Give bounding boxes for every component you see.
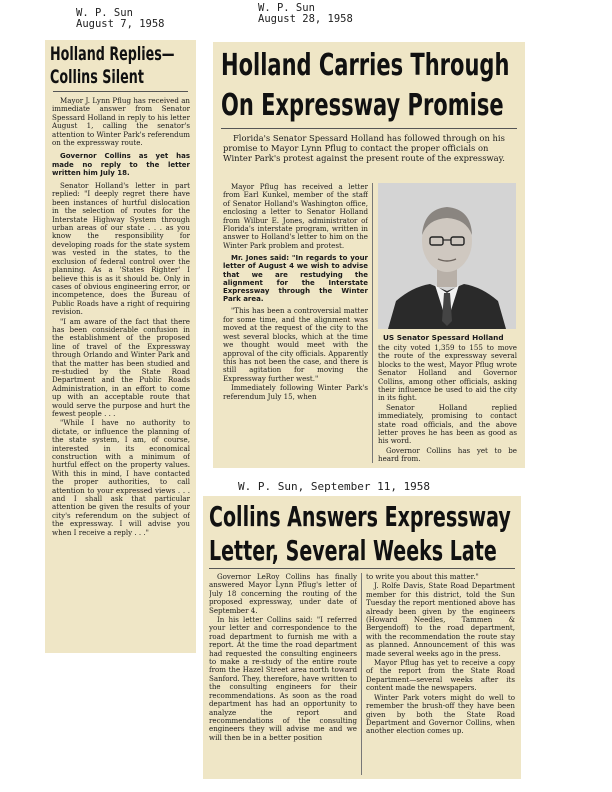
clip2-lead-paragraph: Florida's Senator Spessard Holland has followed through on his promise to Mayor Lynn Pflug to contact the proper officials on Winter Park's protest against the present route of the expressway. [223, 134, 505, 163]
clip3-column-1 [209, 573, 357, 777]
clip3-col2-paragraph: to write you about this matter." [366, 573, 479, 581]
clip2-headline-rule [221, 128, 517, 129]
clip1-date-stamp-date: August 7, 1958 [76, 18, 165, 30]
clip1-body [52, 97, 190, 647]
clip2-col2-paragraph: Senator Holland replied immediately, promising to contact state road officials, and the above letter proves he has been as good as his word. [378, 402, 517, 446]
clip1-paragraph: Senator Holland's letter in part replied: "I deeply regret there have been instances of hurtful dislocation in the selection of routes for the Interstate Highway System through urban areas of our state . . . as you know the responsibility for developing roads for the state system was vested in the states, to the exclusion of federal control over the planning. As a 'States Righter' I believe this is as it should be. Only in cases of obvious engineering error, or incompetence, does the Bureau of Public Roads have a right of requiring revision. [52, 181, 190, 317]
senator-portrait-image [378, 183, 516, 329]
clip2-column-divider [372, 183, 373, 463]
clip2-column-2 [378, 344, 517, 466]
clip2-col2-paragraph: Governor Collins has yet to be heard from. [378, 445, 517, 464]
clip3-col2-paragraph: J. Rolfe Davis, State Road Department member for this district, told the Sun Tuesday the report mentioned above has already been given by the engineers (Howard Needles, Tammen & Bergendoff) to the road department, with the recommendation the route stay as planned. Announcement of this was made several weeks ago in the press. [366, 581, 515, 658]
photo-caption: US Senator Spessard Holland [383, 333, 504, 342]
clip1-date-stamp-name: W. P. Sun [76, 7, 133, 19]
clip1-paragraph: "I am aware of the fact that there has been considerable confusion in the establishment of the proposed line of travel of the Expressway through Orlando and Winter Park and that the matter has been studied and re-studied by the State Road Department and the Public Roads Administration, in an effort to come up with an acceptable route that would serve the purpose and hurt the fewest people . . . [52, 316, 190, 419]
clip2-col1-paragraph: "This has been a controversial matter for some time, and the alignment was moved at the request of the city to the west several blocks, which at the time we thought would meet with the approval of the city officials. Apparently this has not been the case, and there is still agitation for moving the Expressway further west." [223, 306, 368, 383]
clip3-col1-paragraph: In his letter Collins said: "I referred your letter and correspondence to the road department to furnish me with a report. At the time the road department had requested the consulting engineers to make a re-study of the entire route from the Hazel Street area north toward Sanford. They, therefore, have written to the consulting engineers for their recommendations. As soon as the road department has had an opportunity to analyze the report and recommendations of the consulting engineers they will advise me and we will then be in a better position [209, 615, 357, 742]
clip3-col2-paragraph: Mayor Pflug has yet to receive a copy of the report from the State Road Department—several weeks after its content made the newspapers. [366, 658, 515, 693]
clip1-headline-line2: Collins Silent [50, 66, 144, 88]
clip1-headline-rule [53, 91, 188, 92]
clip2-col1-paragraph: Immediately following Winter Park's referendum July 15, when [223, 383, 368, 401]
clip2-headline-line1: Holland Carries Through [221, 48, 510, 83]
clip2-col1-intro: Mayor Pflug has received a letter from Earl Kunkel, member of the staff of Senator Holland's Washington office, enclosing a letter to Senator Holland from Wilbur E. Jones, administrator of Florida's interstate program, written in answer to Holland's letter to him on the Winter Park problem and protest. [223, 183, 368, 250]
senator-holland-photo [378, 183, 516, 329]
clip3-headline-line2: Letter, Several Weeks Late [209, 534, 497, 567]
clip1-headline-line1: Holland Replies— [50, 43, 175, 65]
clip1-paragraph: "While I have no authority to dictate, or influence the planning of the state system, I am, of course, interested in its economical construction with a minimum of hurtful effect on the property values. With this in mind, I have contacted the proper authorities, to call attention to your expressed views . . . and I shall ask that particular attention be given the results of your city's referendum on the subject of the expressway. I will advise you when I receive a reply . . ." [52, 418, 190, 537]
clip2-article [213, 42, 525, 468]
clip1-article [45, 40, 196, 653]
clip3-col1-paragraph: Governor LeRoy Collins has finally answered Mayor Lynn Pflug's letter of July 18 concerning the routing of the proposed expressway, under date of September 4. [209, 573, 357, 615]
clip1-subhead: Governor Collins as yet has made no reply to the letter written him July 18. [52, 152, 190, 177]
clip3-date-stamp: W. P. Sun, September 11, 1958 [238, 480, 431, 493]
clip2-date-stamp-name: W. P. Sun [258, 2, 315, 14]
clip3-headline-line1: Collins Answers Expressway [209, 500, 511, 533]
clip3-headline-rule [209, 568, 515, 569]
clip3-col2-paragraph: Winter Park voters might do well to remember the brush-off they have been given by both the State Road Department and Governor Collins, when another election comes up. [366, 692, 515, 736]
clip2-column-1 [223, 183, 368, 467]
clip2-lead [223, 134, 515, 176]
clip2-date-stamp-date: August 28, 1958 [258, 13, 353, 25]
clip2-headline-line2: On Expressway Promise [221, 88, 504, 123]
clip1-intro: Mayor J. Lynn Pflug has received an immediate answer from Senator Spessard Holland in reply to his letter August 1, calling the senator's attention to Winter Park's referendum on the expressway route. [52, 97, 190, 148]
clip2-col1-subhead: Mr. Jones said: "In regards to your letter of August 4 we wish to advise that we are restudying the alignment for the Interstate Expressway through the Winter Park area. [223, 254, 368, 304]
clip3-article [203, 496, 521, 779]
clip2-col2-paragraph: the city voted 1,359 to 155 to move the route of the expressway several blocks to the west, Mayor Pflug wrote Senator Holland and Governor Collins, among other officials, asking their influence be used to aid the city in its fight. [378, 344, 517, 403]
clip3-column-divider [361, 573, 362, 775]
clip3-column-2 [366, 573, 515, 777]
